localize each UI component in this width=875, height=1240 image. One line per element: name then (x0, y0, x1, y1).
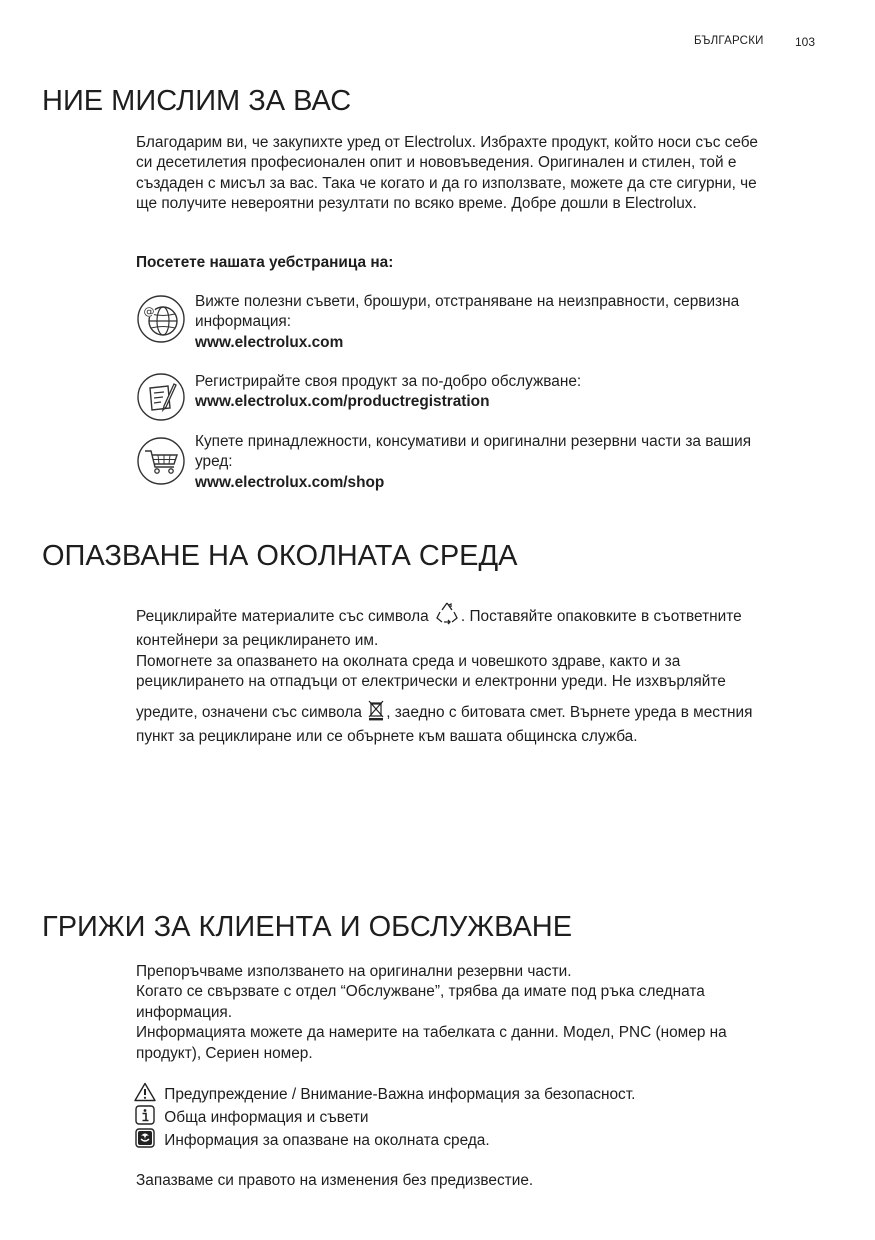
legend-warning (134, 1082, 635, 1105)
disclaimer: Запазваме си правото на изменения без предизвестие. (136, 1172, 534, 1189)
link-description: информация: (195, 313, 292, 331)
shopping-cart-icon (136, 436, 186, 486)
customer-care-paragraph (136, 962, 826, 1064)
info-icon (134, 1109, 164, 1126)
legend-text: Информация за опазване на околната среда. (164, 1132, 490, 1149)
link-description: Вижте полезни съвети, брошури, отстраняване на неизправности, сервизна (195, 293, 740, 310)
globe-icon (136, 294, 186, 344)
section-title-environment: ОПАЗВАНЕ НА ОКОЛНАТА СРЕДА (42, 540, 518, 572)
link-block-registration (195, 372, 825, 413)
intro-line: си десетилетия професионален опит и нововъведения. Оригинален и стилен, той е (136, 154, 737, 172)
page-number: 103 (795, 35, 816, 49)
intro-paragraph (136, 133, 826, 215)
legend-text: Предупреждение / Внимание-Важна информация за безопасност. (164, 1086, 636, 1103)
legend-text: Обща информация и съвети (164, 1109, 369, 1126)
link-url-shop[interactable]: www.electrolux.com/shop (195, 473, 385, 491)
env-text: контейнери за рециклирането им. (136, 632, 379, 650)
env-text: уредите, означени със символа (136, 703, 362, 721)
visit-heading: Посетете нашата уебстраница на: (136, 254, 394, 271)
link-description: уред: (195, 453, 233, 471)
legend-environment (134, 1128, 490, 1151)
intro-line: ще получите невероятни резултати по всяко време. Добре дошли в Electrolux. (136, 195, 697, 213)
env-text: Рециклирайте материалите със символа (136, 608, 429, 625)
env-text: . Поставяйте опаковките в съответните (460, 608, 742, 625)
intro-line: създаден с мисъл за вас. Така че когато и да го използвате, можете да сте сигурни, че (136, 174, 757, 192)
registration-icon (136, 372, 186, 422)
env-text: Помогнете за опазването на околната среда и човешкото здраве, както и за (136, 652, 681, 670)
link-url-electrolux[interactable]: www.electrolux.com (195, 333, 344, 351)
crossed-bin-icon (367, 699, 385, 727)
env-text: рециклирането на отпадъци от електрически и електронни уреди. Не изхвърляйте (136, 673, 726, 691)
link-block-shop (195, 432, 825, 493)
link-description: Регистрирайте своя продукт за по-добро обслужване: (195, 373, 582, 390)
care-line: Препоръчваме използването на оригинални резервни части. (136, 963, 572, 980)
link-url-product-registration[interactable]: www.electrolux.com/productregistration (195, 393, 490, 411)
warning-icon (134, 1086, 164, 1103)
environment-icon (134, 1132, 164, 1149)
care-line: Информацията можете да намерите на табелката с данни. Модел, PNC (номер на (136, 1024, 727, 1042)
env-text: , заедно с битовата смет. Върнете уреда в местния (386, 703, 753, 721)
link-block-support (195, 292, 825, 353)
recycle-icon (434, 601, 460, 631)
care-line: Когато се свързвате с отдел “Обслужване”, трябва да имате под ръка следната (136, 983, 705, 1001)
care-line: информация. (136, 1003, 233, 1021)
header-language: БЪЛГАРСКИ (694, 35, 764, 47)
legend-info (134, 1105, 369, 1128)
environment-paragraph (136, 601, 826, 747)
care-line: продукт), Сериен номер. (136, 1044, 313, 1062)
intro-line: Благодарим ви, че закупихте уред от Electrolux. Избрахте продукт, който носи със себе (136, 134, 758, 151)
section-title-we-think-of-you: НИЕ МИСЛИМ ЗА ВАС (42, 85, 352, 117)
env-text: пункт за рециклиране или се обърнете към вашата общинска служба. (136, 728, 638, 746)
link-description: Купете принадлежности, консумативи и оригинални резервни части за вашия (195, 433, 752, 450)
section-title-customer-care: ГРИЖИ ЗА КЛИЕНТА И ОБСЛУЖВАНЕ (42, 911, 573, 943)
svg-text:@: @ (143, 305, 155, 318)
